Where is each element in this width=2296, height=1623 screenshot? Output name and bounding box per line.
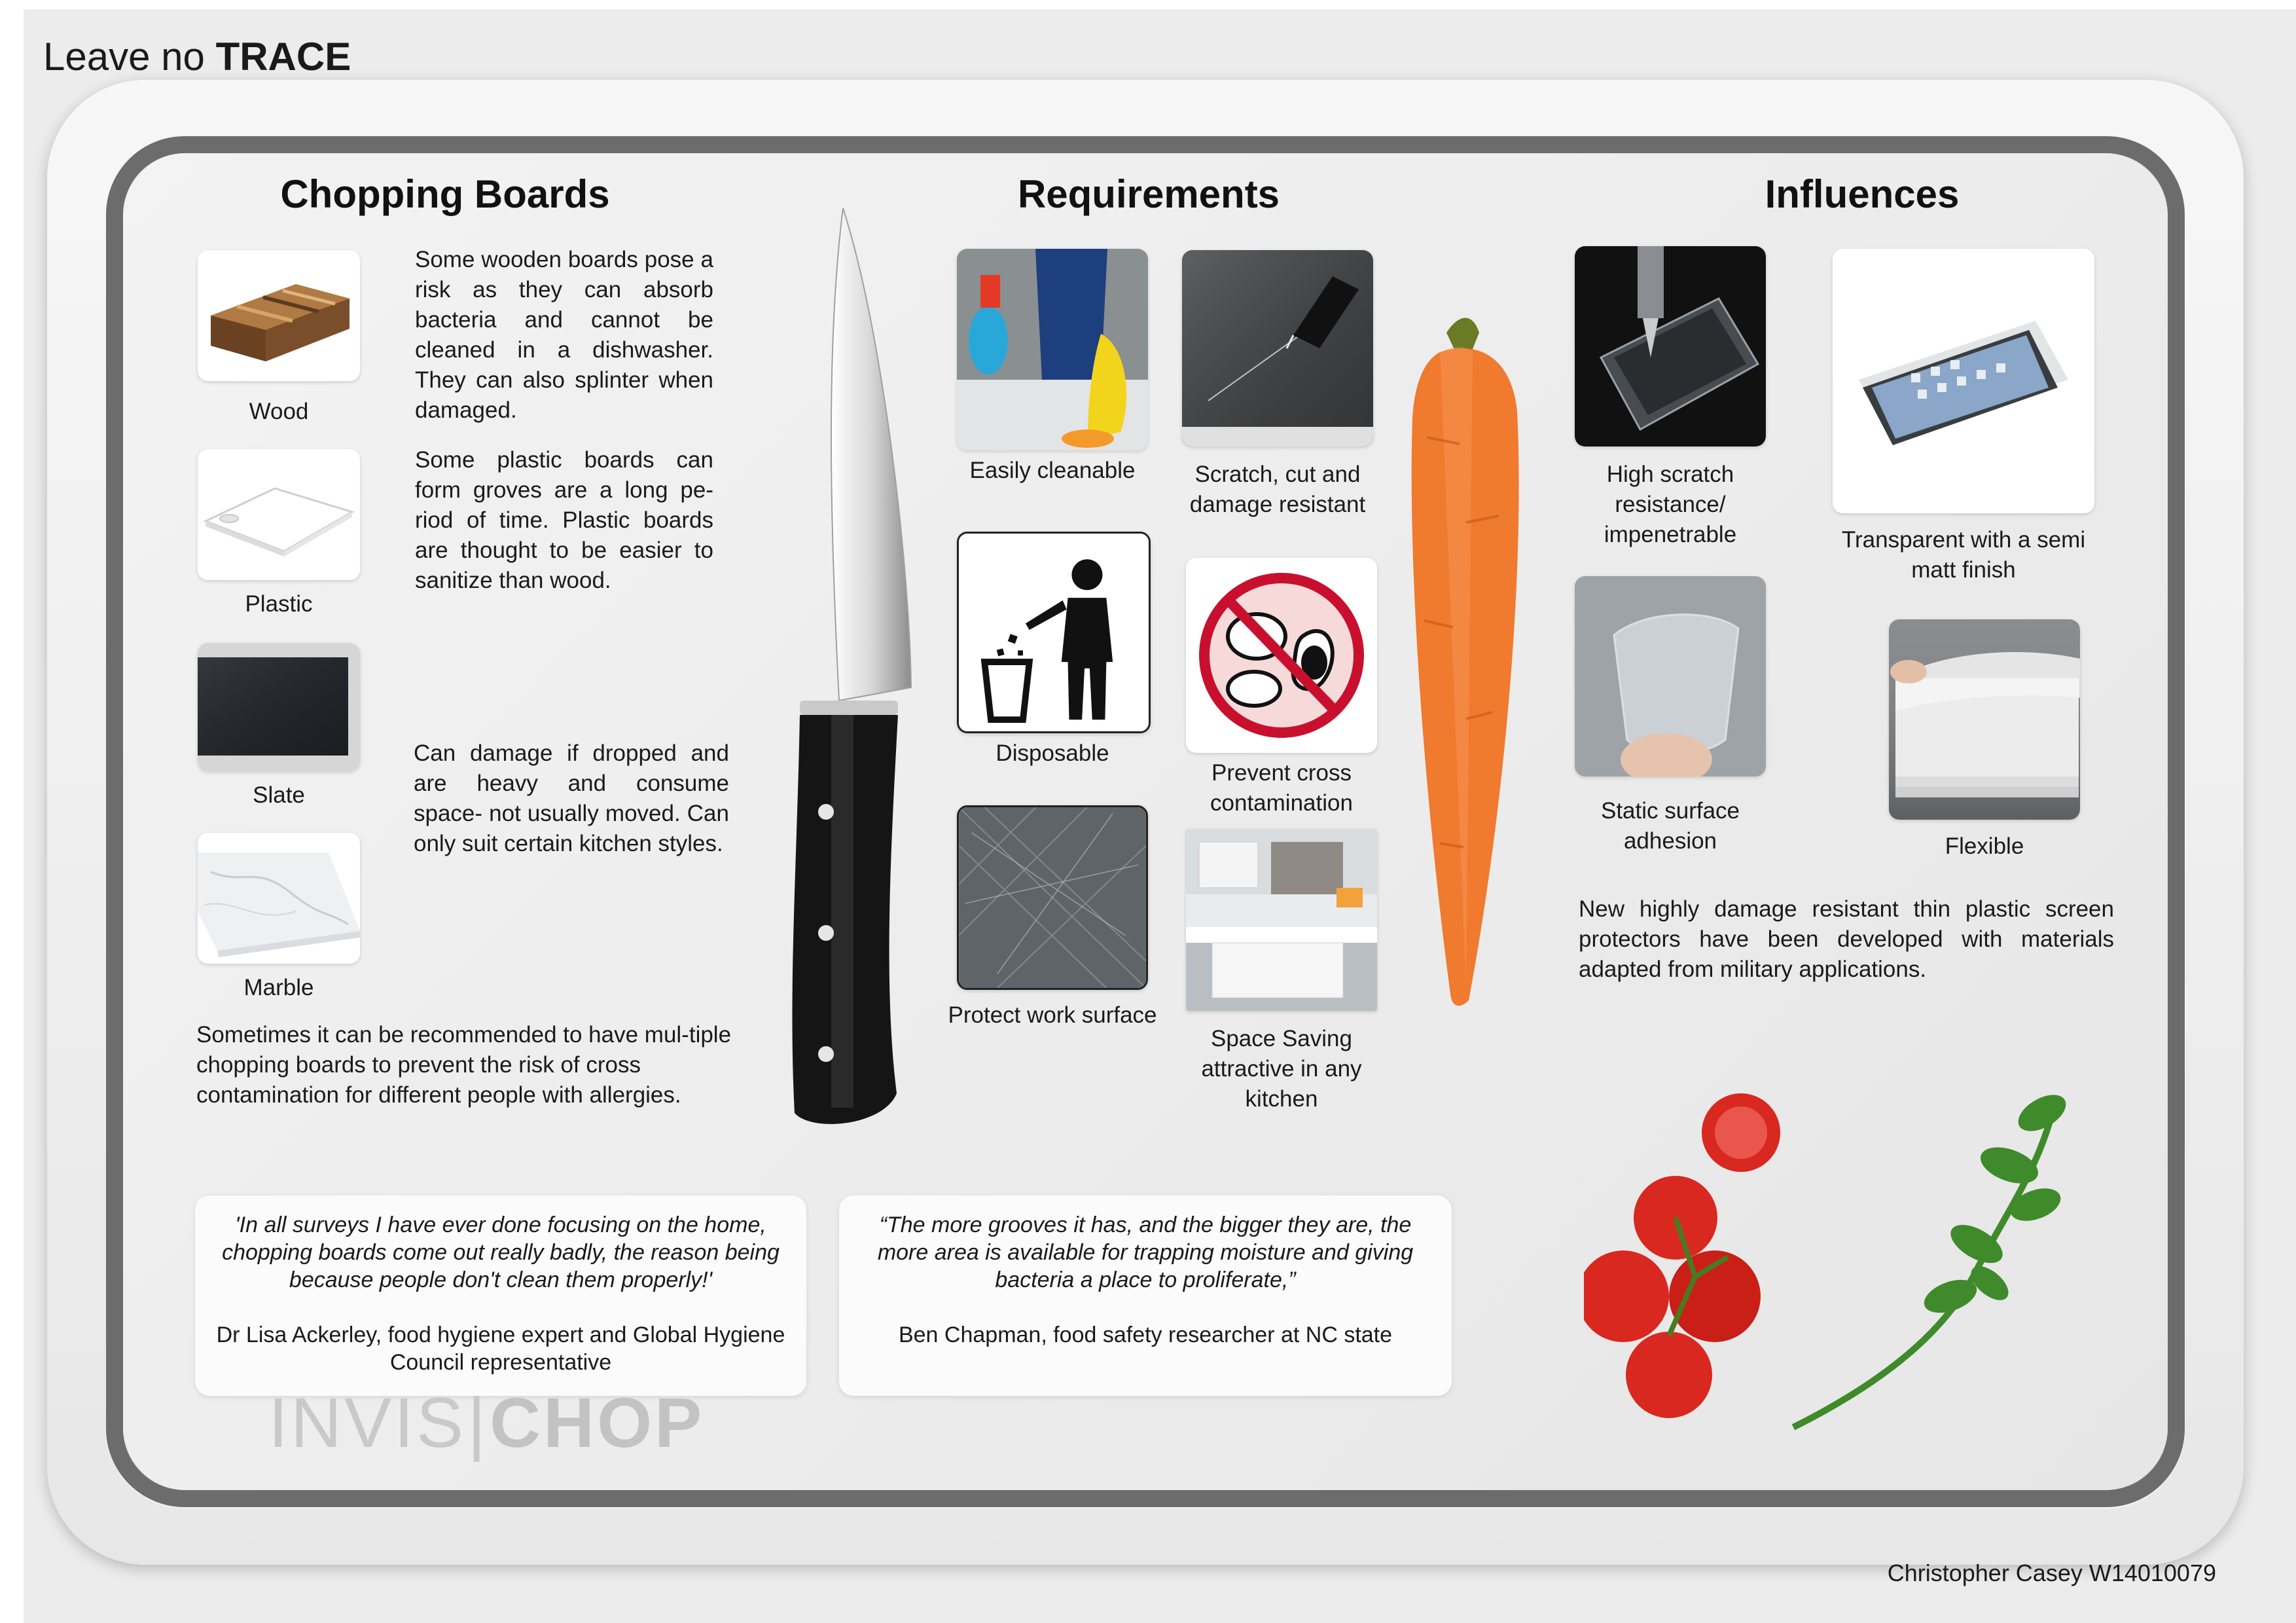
author-credit: Christopher Casey W14010079 — [1887, 1559, 2216, 1586]
slate-label: Slate — [253, 782, 305, 808]
quote-author: Dr Lisa Ackerley, food hygiene expert and Global Hygiene Council representative — [216, 1322, 785, 1375]
static-adhesion-label: Static surface adhesion — [1600, 798, 1740, 854]
multiple-boards-note: Sometimes it can be recommended to have mul-tiple chopping boards to prevent the risk of cross contamination for different people with allergies. — [196, 1022, 732, 1108]
quote-author: Ben Chapman, food safety researcher at NC state — [898, 1322, 1393, 1347]
requirements-heading: Requirements — [1017, 172, 1280, 216]
header-emphasis: TRACE — [215, 35, 351, 79]
easily-cleanable-label: Easily cleanable — [969, 458, 1136, 483]
slate-marble-description: Can damage if dropped and are heavy and consume space- not usually moved. Can only suit certain kitchen styles. — [414, 740, 729, 856]
high-scratch-resistance-label: High scratch resistance/ impenetrable — [1604, 462, 1737, 547]
drill-glass-icon — [1575, 246, 1766, 447]
flexible-film-icon — [1575, 576, 1766, 776]
quote-text: “The more grooves it has, and the bigger they are, the more area is available for trapping moisture and giving bacteria a place to proliferate,” — [877, 1213, 1414, 1292]
kitchen-icon — [1186, 829, 1377, 1011]
protect-work-surface-label: Protect work surface — [948, 1002, 1157, 1028]
chopping-boards-heading: Chopping Boards — [280, 172, 610, 216]
slate-board-icon — [198, 643, 360, 771]
stacked-sheets-icon — [1889, 619, 2080, 820]
disposable-label: Disposable — [996, 740, 1109, 766]
screen-protector-note: New highly damage resistant thin plastic screen protectors have been developed with materials adapted from military applications. — [1579, 896, 2114, 982]
wood-label: Wood — [249, 399, 309, 424]
wood-description: Some wooden boards pose a risk as they can absorb bacteria and cannot be cleaned in a dishwasher. They can also splinter when damaged. — [415, 247, 713, 423]
carrot-icon — [1401, 306, 1532, 1013]
quote-text: 'In all surveys I have ever done focusing on the home, chopping boards come out really badly, the reason being because people don't clean them properly!' — [222, 1213, 780, 1292]
plastic-board-icon — [198, 449, 360, 580]
prevent-cross-contamination-label: Prevent cross contamination — [1210, 760, 1353, 816]
knife-icon — [785, 203, 916, 1133]
bin-person-icon — [957, 532, 1151, 733]
transparent-finish-label: Transparent with a semi matt finish — [1841, 527, 2086, 583]
header-prefix: Leave no — [43, 35, 216, 79]
scratched-metal-icon — [957, 805, 1148, 990]
plastic-description: Some plastic boards can form groves are a long pe-riod of time. Plastic boards are thought to be easier to sanitize than wood. — [415, 447, 713, 593]
logo-bold: CHOP — [490, 1383, 705, 1462]
plastic-label: Plastic — [245, 591, 313, 617]
marble-label: Marble — [243, 975, 314, 1000]
page-header — [43, 34, 351, 79]
quote-box-chapman — [839, 1195, 1452, 1396]
space-saving-label: Space Saving attractive in any kitchen — [1201, 1026, 1362, 1112]
scratch-icon — [1182, 250, 1373, 447]
no-cross-contamination-icon — [1186, 558, 1377, 753]
logo-divider: | — [467, 1383, 489, 1462]
logo-light: INVIS — [268, 1383, 467, 1462]
wooden-board-icon — [198, 250, 360, 381]
cleaning-icon — [957, 249, 1148, 450]
scratch-resistant-label: Scratch, cut and damage resistant — [1189, 462, 1366, 517]
phone-protector-icon — [1833, 249, 2094, 513]
quote-box-ackerley — [195, 1195, 806, 1396]
flexible-label: Flexible — [1945, 833, 2024, 859]
invischop-logo — [268, 1381, 704, 1463]
influences-heading: Influences — [1765, 172, 1960, 216]
tomatoes-herbs-icon — [1584, 1087, 2108, 1453]
marble-board-icon — [198, 833, 360, 964]
